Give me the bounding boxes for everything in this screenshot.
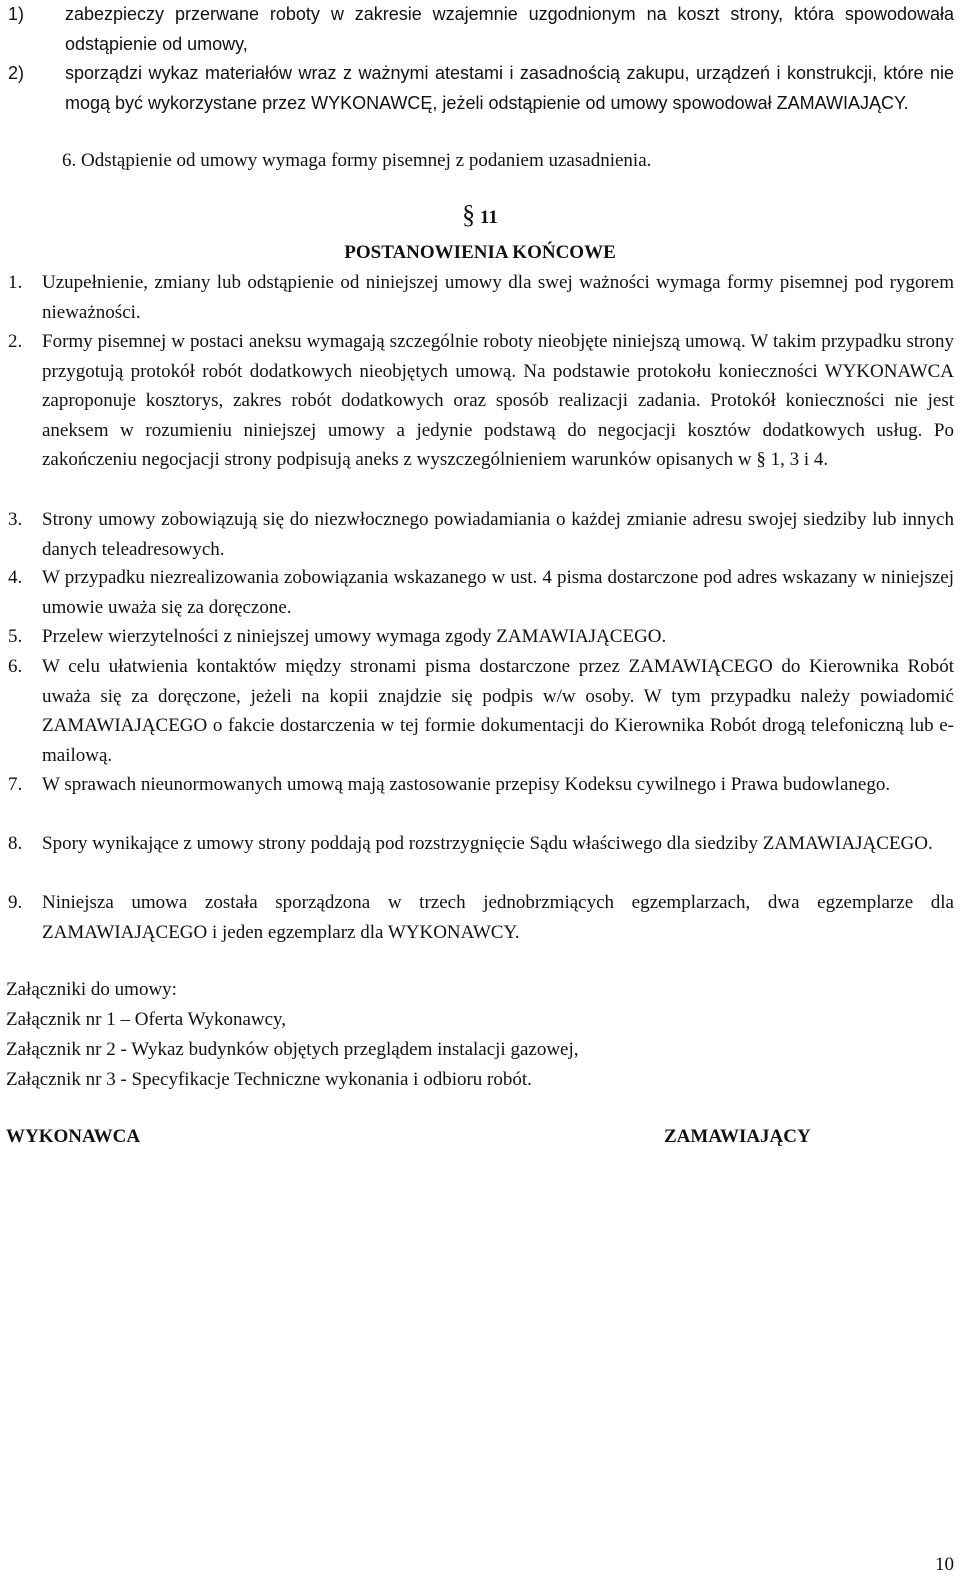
clause-number: 2. [8,331,23,352]
clause-number: 3. [8,509,23,530]
clause-text: Przelew wierzytelności z niniejszej umowy wymaga zgody ZAMAWIAJĄCEGO. [42,626,667,647]
list-item-number: 2) [8,63,25,83]
clause-item [8,505,954,564]
list-item [8,59,954,118]
attachment-item: Załącznik nr 1 – Oferta Wykonawcy, [6,1009,287,1030]
clause-number: 4. [8,567,23,588]
clause-text: Strony umowy zobowiązują się do niezwłocznego powiadamiania o każdej zmianie adresu swojej siedziby lub innych danych teleadresowych. [42,509,954,560]
section-title: POSTANOWIENIA KOŃCOWE [344,242,616,263]
clause-item [8,770,954,800]
clause-number: 5. [8,626,23,647]
clause-item [8,888,954,947]
clause-number: 1. [8,272,23,293]
clause-number: 8. [8,833,23,854]
clause-text: Formy pisemnej w postaci aneksu wymagają szczególnie roboty nieobjęte niniejszą umową. W takim przypadku strony przygotują protokół robót dodatkowych nieobjętych umową. Na podstawie protokołu konieczności WYKONAWCA zaproponuje kosztorys, zakres robót dodatkowych oraz sposób realizacji zadania. Protokół konieczności nie jest aneksem w rozumieniu niniejszej umowy a jedynie podstawą do negocjacji kosztów dodatkowych usług. Po zakończeniu negocjacji strony podpisują aneks z wyszczególnieniem warunków opisanych w § 1, 3 i 4. [42,331,954,470]
section-number [0,200,960,233]
attachment-item: Załącznik nr 3 - Specyfikacje Techniczne wykonania i odbioru robót. [6,1069,532,1090]
clause-number: 7. [8,774,23,795]
clause-text: W celu ułatwienia kontaktów między stronami pisma dostarczone przez ZAMAWIĄCEGO do Kierownika Robót uważa się za doręczone, jeżeli na kopii znajdzie się podpis w/w osoby. W tym przypadku należy powiadomić ZAMAWIAJĄCEGO o fakcie dostarczenia w tej formie dokumentacji do Kierownika Robót drogą telefoniczną lub e-mailową. [42,656,954,766]
clause-text: Uzupełnienie, zmiany lub odstąpienie od niniejszej umowy dla swej ważności wymaga formy pisemnej pod rygorem nieważności. [42,272,954,323]
section-number-value: 11 [479,207,498,228]
clause-item [8,327,954,475]
clause-item [8,622,954,652]
signature-employer: ZAMAWIAJĄCY [664,1126,811,1147]
clause-number: 6. [8,656,23,677]
clause-item [8,268,954,327]
list-item-number: 1) [8,4,25,24]
list-item-text: zabezpieczy przerwane roboty w zakresie wzajemnie uzgodnionym na koszt strony, która spowodowała odstąpienie od umowy, [65,4,954,54]
clause-number: 9. [8,892,23,913]
attachment-item: Załącznik nr 2 - Wykaz budynków objętych przeglądem instalacji gazowej, [6,1039,579,1060]
clause-text: W przypadku niezrealizowania zobowiązania wskazanego w ust. 4 pisma dostarczone pod adres wskazany w niniejszej umowie uważa się za doręczone. [42,567,954,618]
clause-item [8,652,954,770]
list-item-text: sporządzi wykaz materiałów wraz z ważnymi atestami i zasadnością zakupu, urządzeń i konstrukcji, które nie mogą być wykorzystane przez WYKONAWCĘ, jeżeli odstąpienie od umowy spowodował ZAMAWIAJĄCY. [65,63,954,113]
page-number: 10 [935,1553,954,1575]
clause-text: Niniejsza umowa została sporządzona w trzech jednobrzmiących egzemplarzach, dwa egzemplarze dla ZAMAWIAJĄCEGO i jeden egzemplarz dla WYKONAWCY. [42,892,954,943]
clause-text: W sprawach nieunormowanych umową mają zastosowanie przepisy Kodeksu cywilnego i Prawa budowlanego. [42,774,891,795]
signature-contractor: WYKONAWCA [6,1126,141,1147]
section-sign: § [462,200,476,229]
attachments-heading: Załączniki do umowy: [6,979,177,1000]
clause-item [8,829,954,859]
paragraph: 6. Odstąpienie od umowy wymaga formy pisemnej z podaniem uzasadnienia. [62,150,652,171]
clause-item [8,563,954,622]
list-item [8,0,954,59]
clause-text: Spory wynikające z umowy strony poddają pod rozstrzygnięcie Sądu właściwego dla siedziby ZAMAWIAJĄCEGO. [42,833,933,854]
